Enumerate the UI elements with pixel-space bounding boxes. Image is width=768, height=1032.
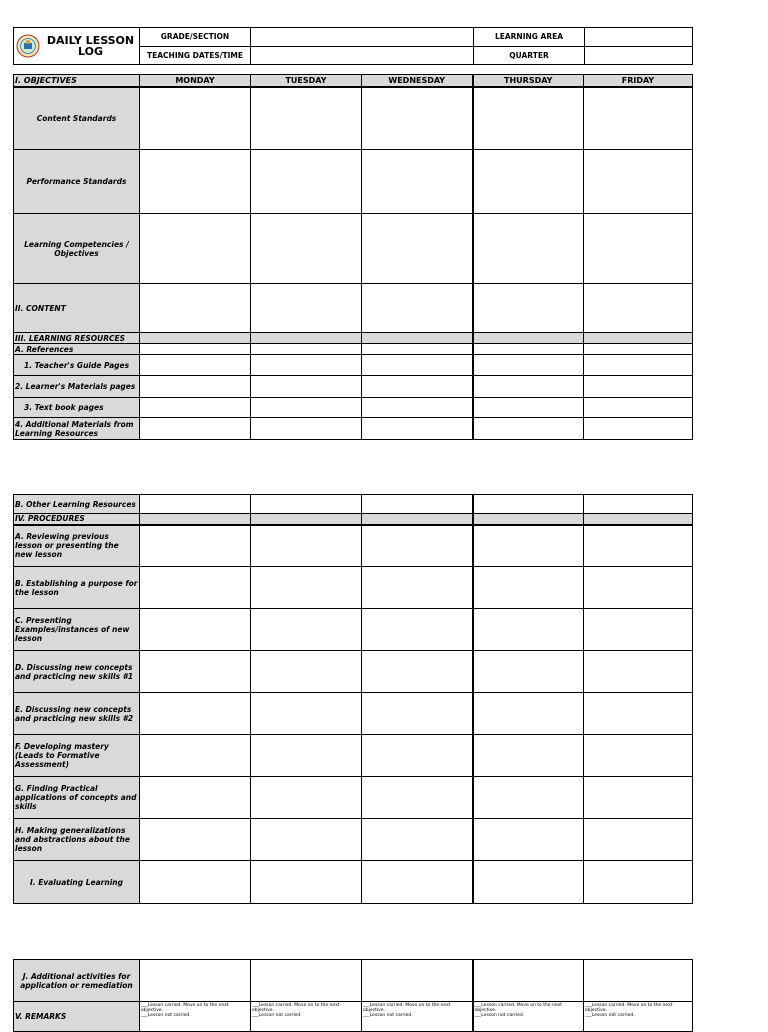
cell[interactable]: [584, 344, 693, 355]
cell[interactable]: [251, 819, 362, 861]
cell[interactable]: [584, 376, 693, 398]
cell[interactable]: [140, 495, 251, 514]
row-label: 4. Additional Materials from Learning Resources: [14, 418, 140, 440]
title-cell: [14, 28, 140, 65]
cell[interactable]: [140, 214, 251, 284]
cell[interactable]: [584, 495, 693, 514]
cell[interactable]: [473, 693, 584, 735]
cell[interactable]: [473, 495, 584, 514]
cell[interactable]: [584, 398, 693, 418]
teaching-dates-field[interactable]: [251, 46, 474, 65]
remarks-table: [13, 959, 693, 1032]
cell[interactable]: [140, 355, 251, 376]
row-label: 1. Teacher's Guide Pages: [14, 355, 140, 376]
cell[interactable]: [362, 777, 473, 819]
cell[interactable]: [584, 609, 693, 651]
remarks-cell[interactable]: [140, 1002, 251, 1032]
procedures-table: [13, 494, 693, 904]
cell[interactable]: [584, 355, 693, 376]
remarks-cell[interactable]: [473, 1002, 584, 1032]
cell[interactable]: [584, 87, 693, 150]
row-label: IV. PROCEDURES: [14, 514, 140, 525]
cell[interactable]: [584, 150, 693, 214]
cell[interactable]: [251, 376, 362, 398]
cell[interactable]: [473, 735, 584, 777]
cell[interactable]: [140, 693, 251, 735]
cell[interactable]: [251, 355, 362, 376]
cell[interactable]: [473, 609, 584, 651]
cell[interactable]: [473, 398, 584, 418]
cell[interactable]: [251, 861, 362, 904]
cell[interactable]: [584, 960, 693, 1002]
cell[interactable]: [362, 693, 473, 735]
cell[interactable]: [473, 777, 584, 819]
row-label: D. Discussing new concepts and practicing new skills #1: [14, 651, 140, 693]
cell[interactable]: [251, 693, 362, 735]
cell[interactable]: [140, 284, 251, 333]
row-label: H. Making generalizations and abstractions about the lesson: [14, 819, 140, 861]
objectives-heading: I. OBJECTIVES: [14, 75, 140, 87]
cell[interactable]: [140, 398, 251, 418]
cell[interactable]: [473, 567, 584, 609]
cell[interactable]: [251, 735, 362, 777]
cell[interactable]: [140, 777, 251, 819]
cell[interactable]: [473, 651, 584, 693]
row-label: C. Presenting Examples/instances of new lesson: [14, 609, 140, 651]
remark-line: ___Lesson not carried.: [141, 1013, 191, 1018]
day-friday: FRIDAY: [584, 75, 693, 87]
cell[interactable]: [362, 819, 473, 861]
cell[interactable]: [473, 87, 584, 150]
remark-line: ___Lesson carried. Move on to the next objective.: [363, 1003, 451, 1013]
cell[interactable]: [584, 861, 693, 904]
cell[interactable]: [473, 150, 584, 214]
cell[interactable]: [362, 376, 473, 398]
cell[interactable]: [251, 609, 362, 651]
cell[interactable]: [251, 398, 362, 418]
cell[interactable]: [473, 525, 584, 567]
remark-line: ___Lesson carried. Move on to the next objective.: [252, 1003, 340, 1013]
remark-line: ___Lesson carried. Move on to the next objective.: [585, 1003, 673, 1013]
cell[interactable]: [362, 418, 473, 440]
row-label: 3. Text book pages: [14, 398, 140, 418]
learning-area-label: LEARNING AREA: [474, 28, 585, 47]
quarter-field[interactable]: [585, 46, 693, 65]
row-label: B. Establishing a purpose for the lesson: [14, 567, 140, 609]
cell[interactable]: [140, 376, 251, 398]
grade-section-field[interactable]: [251, 28, 474, 47]
remarks-cell[interactable]: [251, 1002, 362, 1032]
cell[interactable]: [251, 495, 362, 514]
row-label: A. Reviewing previous lesson or presenting the new lesson: [14, 525, 140, 567]
cell[interactable]: [473, 418, 584, 440]
row-label: 2. Learner's Materials pages: [14, 376, 140, 398]
row-label: G. Finding Practical applications of concepts and skills: [14, 777, 140, 819]
row-label: E. Discussing new concepts and practicing new skills #2: [14, 693, 140, 735]
cell[interactable]: [251, 150, 362, 214]
cell[interactable]: [251, 214, 362, 284]
cell[interactable]: [251, 651, 362, 693]
row-label: II. CONTENT: [14, 284, 140, 333]
row-label: Content Standards: [14, 87, 140, 150]
cell[interactable]: [584, 567, 693, 609]
day-tuesday: TUESDAY: [251, 75, 362, 87]
cell[interactable]: [362, 960, 473, 1002]
cell[interactable]: [251, 87, 362, 150]
remark-line: ___Lesson not carried.: [252, 1013, 302, 1018]
cell[interactable]: [362, 214, 473, 284]
row-label: F. Developing mastery (Leads to Formative Assessment): [14, 735, 140, 777]
cell[interactable]: [473, 960, 584, 1002]
cell[interactable]: [473, 861, 584, 904]
objectives-table: [13, 74, 693, 440]
cell[interactable]: [473, 284, 584, 333]
cell[interactable]: [251, 777, 362, 819]
deped-seal-icon: [16, 34, 40, 58]
cell[interactable]: [473, 819, 584, 861]
cell[interactable]: [140, 344, 251, 355]
cell[interactable]: [584, 284, 693, 333]
cell[interactable]: [584, 819, 693, 861]
cell[interactable]: [362, 355, 473, 376]
cell[interactable]: [140, 87, 251, 150]
cell[interactable]: [362, 735, 473, 777]
remark-line: ___Lesson not carried.: [363, 1013, 413, 1018]
cell[interactable]: [140, 567, 251, 609]
teaching-dates-label: TEACHING DATES/TIME: [140, 46, 251, 65]
cell[interactable]: [251, 567, 362, 609]
row-label: J. Additional activities for application or remediation: [14, 960, 140, 1002]
cell[interactable]: [584, 214, 693, 284]
remark-line: ___Lesson not carried.: [585, 1013, 635, 1018]
remark-line: ___Lesson carried. Move on to the next objective.: [474, 1003, 563, 1013]
cell[interactable]: [362, 344, 473, 355]
cell[interactable]: [584, 735, 693, 777]
day-thursday: THURSDAY: [473, 75, 584, 87]
cell[interactable]: [362, 567, 473, 609]
cell[interactable]: [251, 344, 362, 355]
cell[interactable]: [140, 861, 251, 904]
cell[interactable]: [140, 418, 251, 440]
page-title: DAILY LESSON LOG: [46, 34, 135, 58]
cell[interactable]: [140, 525, 251, 567]
cell[interactable]: [251, 418, 362, 440]
cell[interactable]: [473, 355, 584, 376]
cell[interactable]: [140, 960, 251, 1002]
cell[interactable]: [584, 651, 693, 693]
cell[interactable]: [584, 693, 693, 735]
remark-line: ___Lesson carried. Move on to the next objective.: [141, 1003, 229, 1013]
row-label: A. References: [14, 344, 140, 355]
cell[interactable]: [362, 150, 473, 214]
row-label: B. Other Learning Resources: [14, 495, 140, 514]
grade-section-label: GRADE/SECTION: [140, 28, 251, 47]
cell[interactable]: [362, 398, 473, 418]
row-label: Learning Competencies / Objectives: [14, 214, 140, 284]
cell[interactable]: [473, 214, 584, 284]
cell[interactable]: [473, 344, 584, 355]
cell[interactable]: [584, 777, 693, 819]
cell[interactable]: [140, 609, 251, 651]
row-label: III. LEARNING RESOURCES: [14, 333, 140, 344]
row-label: Performance Standards: [14, 150, 140, 214]
cell[interactable]: [362, 87, 473, 150]
cell[interactable]: [362, 861, 473, 904]
remarks-cell[interactable]: [584, 1002, 693, 1032]
cell[interactable]: [473, 376, 584, 398]
cell[interactable]: [140, 150, 251, 214]
cell[interactable]: [362, 525, 473, 567]
row-label: I. Evaluating Learning: [14, 861, 140, 904]
cell[interactable]: [251, 525, 362, 567]
cell[interactable]: [362, 609, 473, 651]
cell[interactable]: [140, 819, 251, 861]
remark-line: ___Lesson not carried.: [474, 1013, 525, 1018]
cell[interactable]: [251, 284, 362, 333]
cell[interactable]: [362, 495, 473, 514]
cell[interactable]: [251, 960, 362, 1002]
day-wednesday: WEDNESDAY: [362, 75, 473, 87]
learning-area-field[interactable]: [585, 28, 693, 47]
remarks-label: V. REMARKS: [14, 1002, 140, 1032]
day-monday: MONDAY: [140, 75, 251, 87]
cell[interactable]: [140, 735, 251, 777]
cell[interactable]: [362, 284, 473, 333]
remarks-cell[interactable]: [362, 1002, 473, 1032]
cell[interactable]: [584, 418, 693, 440]
cell[interactable]: [140, 651, 251, 693]
quarter-label: QUARTER: [474, 46, 585, 65]
header-table: [13, 27, 693, 65]
cell[interactable]: [362, 651, 473, 693]
cell[interactable]: [584, 525, 693, 567]
